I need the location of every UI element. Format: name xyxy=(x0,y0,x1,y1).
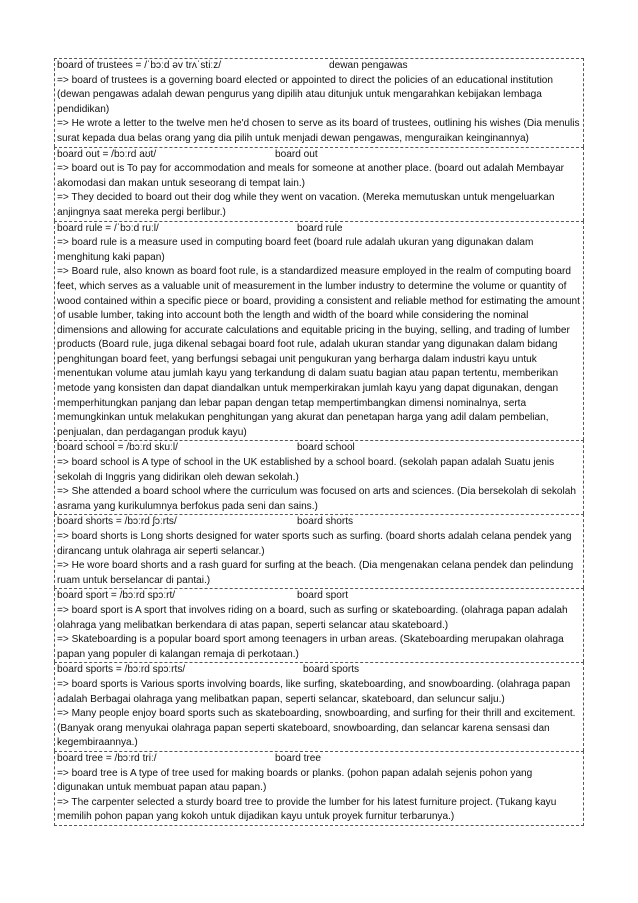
definition-line: => board school is A type of school in the UK established by a school board. (sekolah papan adalah Suatu jenis sekolah di Inggris yang didirikan oleh dewan sekolah.) xyxy=(57,457,555,483)
entry-header xyxy=(57,148,581,163)
definition-line: => board sports is Various sports involving boards, like surfing, skateboarding, and snowboarding. (olahraga papan adalah Berbagai olahraga yang melibatkan papan, seperti selancar, skateboard, dan seluncur salju.) xyxy=(57,678,571,705)
entry-header xyxy=(57,589,581,604)
entry-meaning: board sports xyxy=(303,664,360,676)
definition-line: => board sport is A sport that involves riding on a board, such as surfing or skateboarding. (olahraga papan adalah olahraga yang melibatkan berkendara di atas papan, seperti selancar atau skateboard.) xyxy=(57,604,568,631)
entry-header xyxy=(57,752,581,767)
definition-line: => board of trustees is a governing board elected or appointed to direct the policies of an educational institution (dewan pengawas adalah dewan pengurus yang dipilih atau ditunjuk untuk mengarahkan kebijakan lembaga pendidikan) xyxy=(57,74,554,115)
entry-header xyxy=(57,222,581,237)
example-line: => Many people enjoy board sports such as skateboarding, snowboarding, and surfing for their thrill and excitement. (Banyak orang menyukai olahraga papan seperti skateboard, snowboarding, dan selancar karena sensasi dan kegembiraannya.) xyxy=(57,708,576,749)
entry-board-tree xyxy=(54,751,584,826)
entry-meaning: dewan pengawas xyxy=(329,60,408,71)
vocabulary-document xyxy=(54,58,584,826)
entry-term: board rule = /ˈbɔːd ruːl/ xyxy=(57,222,159,234)
example-line: => They decided to board out their dog while they went on vacation. (Mereka memutuskan untuk mengeluarkan anjingnya saat mereka pergi berlibur.) xyxy=(57,192,555,218)
entry-term: board out = /bɔːrd aʊt/ xyxy=(57,148,157,160)
entry-board-shorts xyxy=(54,514,584,588)
example-line: => She attended a board school where the curriculum was focused on arts and sciences. (Dia bersekolah di sekolah asrama yang kurikulumnya berfokus pada seni dan sains.) xyxy=(57,486,577,512)
entry-board-rule xyxy=(54,221,584,441)
entry-board-out xyxy=(54,147,584,221)
entry-board-sport xyxy=(54,588,584,662)
definition-line: => board shorts is Long shorts designed for water sports such as surfing. (board shorts adalah celana pendek yang dirancang untuk olahraga air seperti selancar.) xyxy=(57,531,572,557)
example-line: => The carpenter selected a sturdy board tree to provide the lumber for his latest furniture project. (Tukang kayu memilih pohon papan yang kokoh untuk dijadikan kayu untuk proyek furnitur terbarunya.) xyxy=(57,796,557,823)
entry-meaning: board sport xyxy=(297,590,349,602)
entry-meaning: board rule xyxy=(297,222,343,234)
example-line: => Board rule, also known as board foot rule, is a standardized measure employed in the realm of computing board feet, which serves as a valuable unit of measurement in the lumber industry to determine the volume or quantity of wood contained within a specific piece or board, providing a consistent and reliable method for estimating the amount of usable lumber, taking into account both the length and width of the board while considering the nominal dimensions and allowing for accurate calculations and equitable pricing in the buying, selling, and trading of lumber products (Board rule, juga dikenal sebagai board foot rule, adalah ukuran standar yang digunakan dalam bidang penghitungan board feet, yang berfungsi sebagai unit pengukuran yang berharga dalam industri kayu untuk menentukan volume atau jumlah kayu yang terkandung di dalam suatu bagian atau papan tertentu, memberikan metode yang konsisten dan dapat diandalkan untuk memperkirakan jumlah kayu yang dapat digunakan, dengan memperhitungkan panjang dan lebar papan dengan tetap mempertimbangkan dimensi nominalnya, serta memungkinkan untuk melakukan penghitungan yang akurat dan penetapan harga yang adil dalam pembelian, penjualan, dan perdagangan produk kayu) xyxy=(57,266,580,438)
example-line: => He wrote a letter to the twelve men he'd chosen to serve as its board of trustees, outlining his wishes (Dia menulis surat kepada dua belas orang yang dia pilih untuk menjadi dewan pengawas, menguraikan keinginannya) xyxy=(57,118,580,144)
definition-line: => board tree is A type of tree used for making boards or planks. (pohon papan adalah sejenis pohon yang digunakan untuk membuat papan atau papan.) xyxy=(57,767,533,794)
entry-header xyxy=(57,663,581,678)
example-line: => He wore board shorts and a rash guard for surfing at the beach. (Dia mengenakan celana pendek dan pelindung ruam untuk berselancar di pantai.) xyxy=(57,560,574,586)
entry-board-school xyxy=(54,440,584,514)
entry-header xyxy=(57,515,581,530)
entry-term: board tree = /bɔːrd triː/ xyxy=(57,752,157,764)
entry-term: board school = /bɔːrd skuːl/ xyxy=(57,442,178,454)
entry-board-sports xyxy=(54,662,584,751)
entry-term: board shorts = /bɔːrd ʃɔːrts/ xyxy=(57,516,177,528)
entry-meaning: board out xyxy=(275,148,318,160)
definition-line: => board rule is a measure used in computing board feet (board rule adalah ukuran yang digunakan dalam menghitung kaki papan) xyxy=(57,237,534,263)
entry-header xyxy=(57,441,581,456)
entry-meaning: board tree xyxy=(275,752,322,764)
entry-term: board sport = /bɔːrd spɔːrt/ xyxy=(57,590,176,602)
entry-term: board of trustees = /ˈbɔːd əv trʌˈstiːz/ xyxy=(57,60,222,71)
entry-board-of-trustees xyxy=(54,58,584,147)
example-line: => Skateboarding is a popular board sport among teenagers in urban areas. (Skateboarding merupakan olahraga papan yang populer di kalangan remaja di perkotaan.) xyxy=(57,634,564,660)
entry-term: board sports = /bɔːrd spɔːrts/ xyxy=(57,664,186,676)
entry-meaning: board school xyxy=(297,442,355,454)
definition-line: => board out is To pay for accommodation and meals for someone at another place. (board out adalah Membayar akomodasi dan makan untuk seseorang di tempat lain.) xyxy=(57,163,565,189)
entry-header xyxy=(57,59,581,74)
entry-meaning: board shorts xyxy=(297,516,354,528)
